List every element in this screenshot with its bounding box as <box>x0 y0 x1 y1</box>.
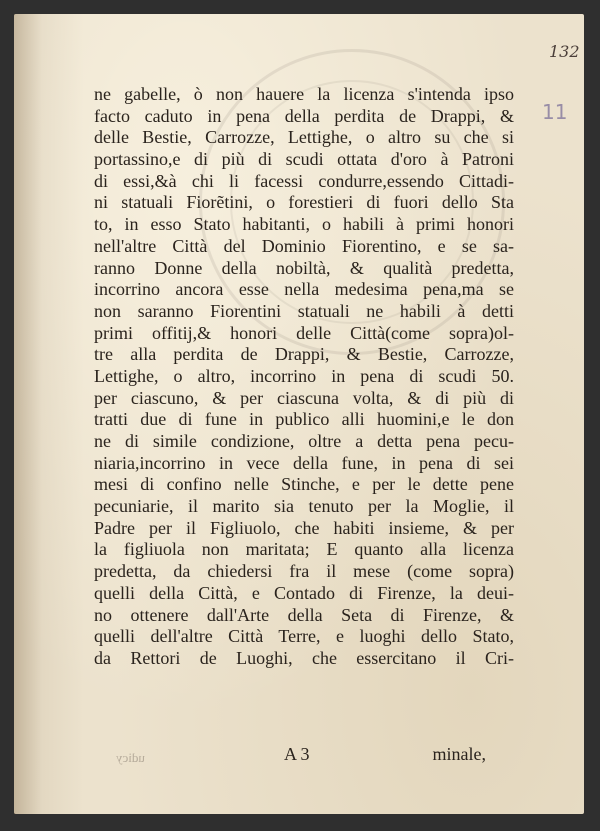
show-through-text: udicy <box>116 750 145 765</box>
text-line: pecuniarie, il marito sia tenuto per la Moglie, il <box>94 496 514 517</box>
catchword: minale, <box>432 744 486 764</box>
text-line: mesi di confino nelle Stinche, e per le dette pene <box>94 474 514 495</box>
body-text <box>94 84 514 670</box>
text-line: tratti due di fune in publico alli huomini,e le don <box>94 409 514 430</box>
text-line: tre alla perdita de Drappi, & Bestie, Carrozze, <box>94 344 514 365</box>
text-line: facto caduto in pena della perdita de Drappi, & <box>94 105 514 126</box>
text-line: ne di simile condizione, oltre a detta pena pecu- <box>94 431 514 451</box>
signature-mark: A 3 <box>284 744 310 764</box>
text-line: to, in esso Stato habitanti, o habili à primi honori <box>94 214 514 235</box>
text-line: ne gabelle, ò non hauere la licenza s'intenda ipso <box>94 84 514 104</box>
text-line: ni statuali Fiorẽtini, o forestieri di fuori dello Sta <box>94 192 514 213</box>
text-line: la figliuola non maritata; E quanto alla licenza <box>94 539 514 560</box>
text-line: nell'altre Città del Dominio Fiorentino, e se sa- <box>94 235 514 256</box>
printed-page <box>14 14 584 814</box>
text-line: primi offitij,& honori delle Città(come sopra)ol- <box>94 322 514 343</box>
folio-number: 132 <box>549 42 580 61</box>
binding-gutter-shadow <box>14 14 84 814</box>
text-line: per ciascuno, & per ciascuna volta, & di più di <box>94 387 514 408</box>
text-line: incorrino ancora esse nella medesima pena,ma se <box>94 279 514 300</box>
text-line: delle Bestie, Carrozze, Lettighe, o altro su che si <box>94 127 514 148</box>
text-line: ranno Donne della nobiltà, & qualità predetta, <box>94 257 514 278</box>
text-line: Lettighe, o altro, incorrino in pena di scudi 50. <box>94 365 514 386</box>
pencil-annotation: 11 <box>542 100 568 124</box>
page-footer <box>94 744 514 770</box>
text-line: non saranno Fiorentini statuali ne habili à detti <box>94 300 514 321</box>
text-line: predetta, da chiedersi fra il mese (come sopra) <box>94 561 514 582</box>
text-line: quelli della Città, e Contado di Firenze, la deui- <box>94 582 514 603</box>
text-line: niaria,incorrino in vece della fune, in pena di sei <box>94 452 514 473</box>
text-line: quelli dell'altre Città Terre, e luoghi dello Stato, <box>94 626 514 647</box>
text-line: di essi,&à chi li facessi condurre,essendo Cittadi- <box>94 170 514 191</box>
text-line: portassino,e di più di scudi ottata d'oro à Patroni <box>94 149 514 170</box>
text-line: no ottenere dall'Arte della Seta di Firenze, & <box>94 604 514 625</box>
text-line: Padre per il Figliuolo, che habiti insieme, & per <box>94 517 514 538</box>
text-line: da Rettori de Luoghi, che essercitano il Cri- <box>94 647 514 668</box>
